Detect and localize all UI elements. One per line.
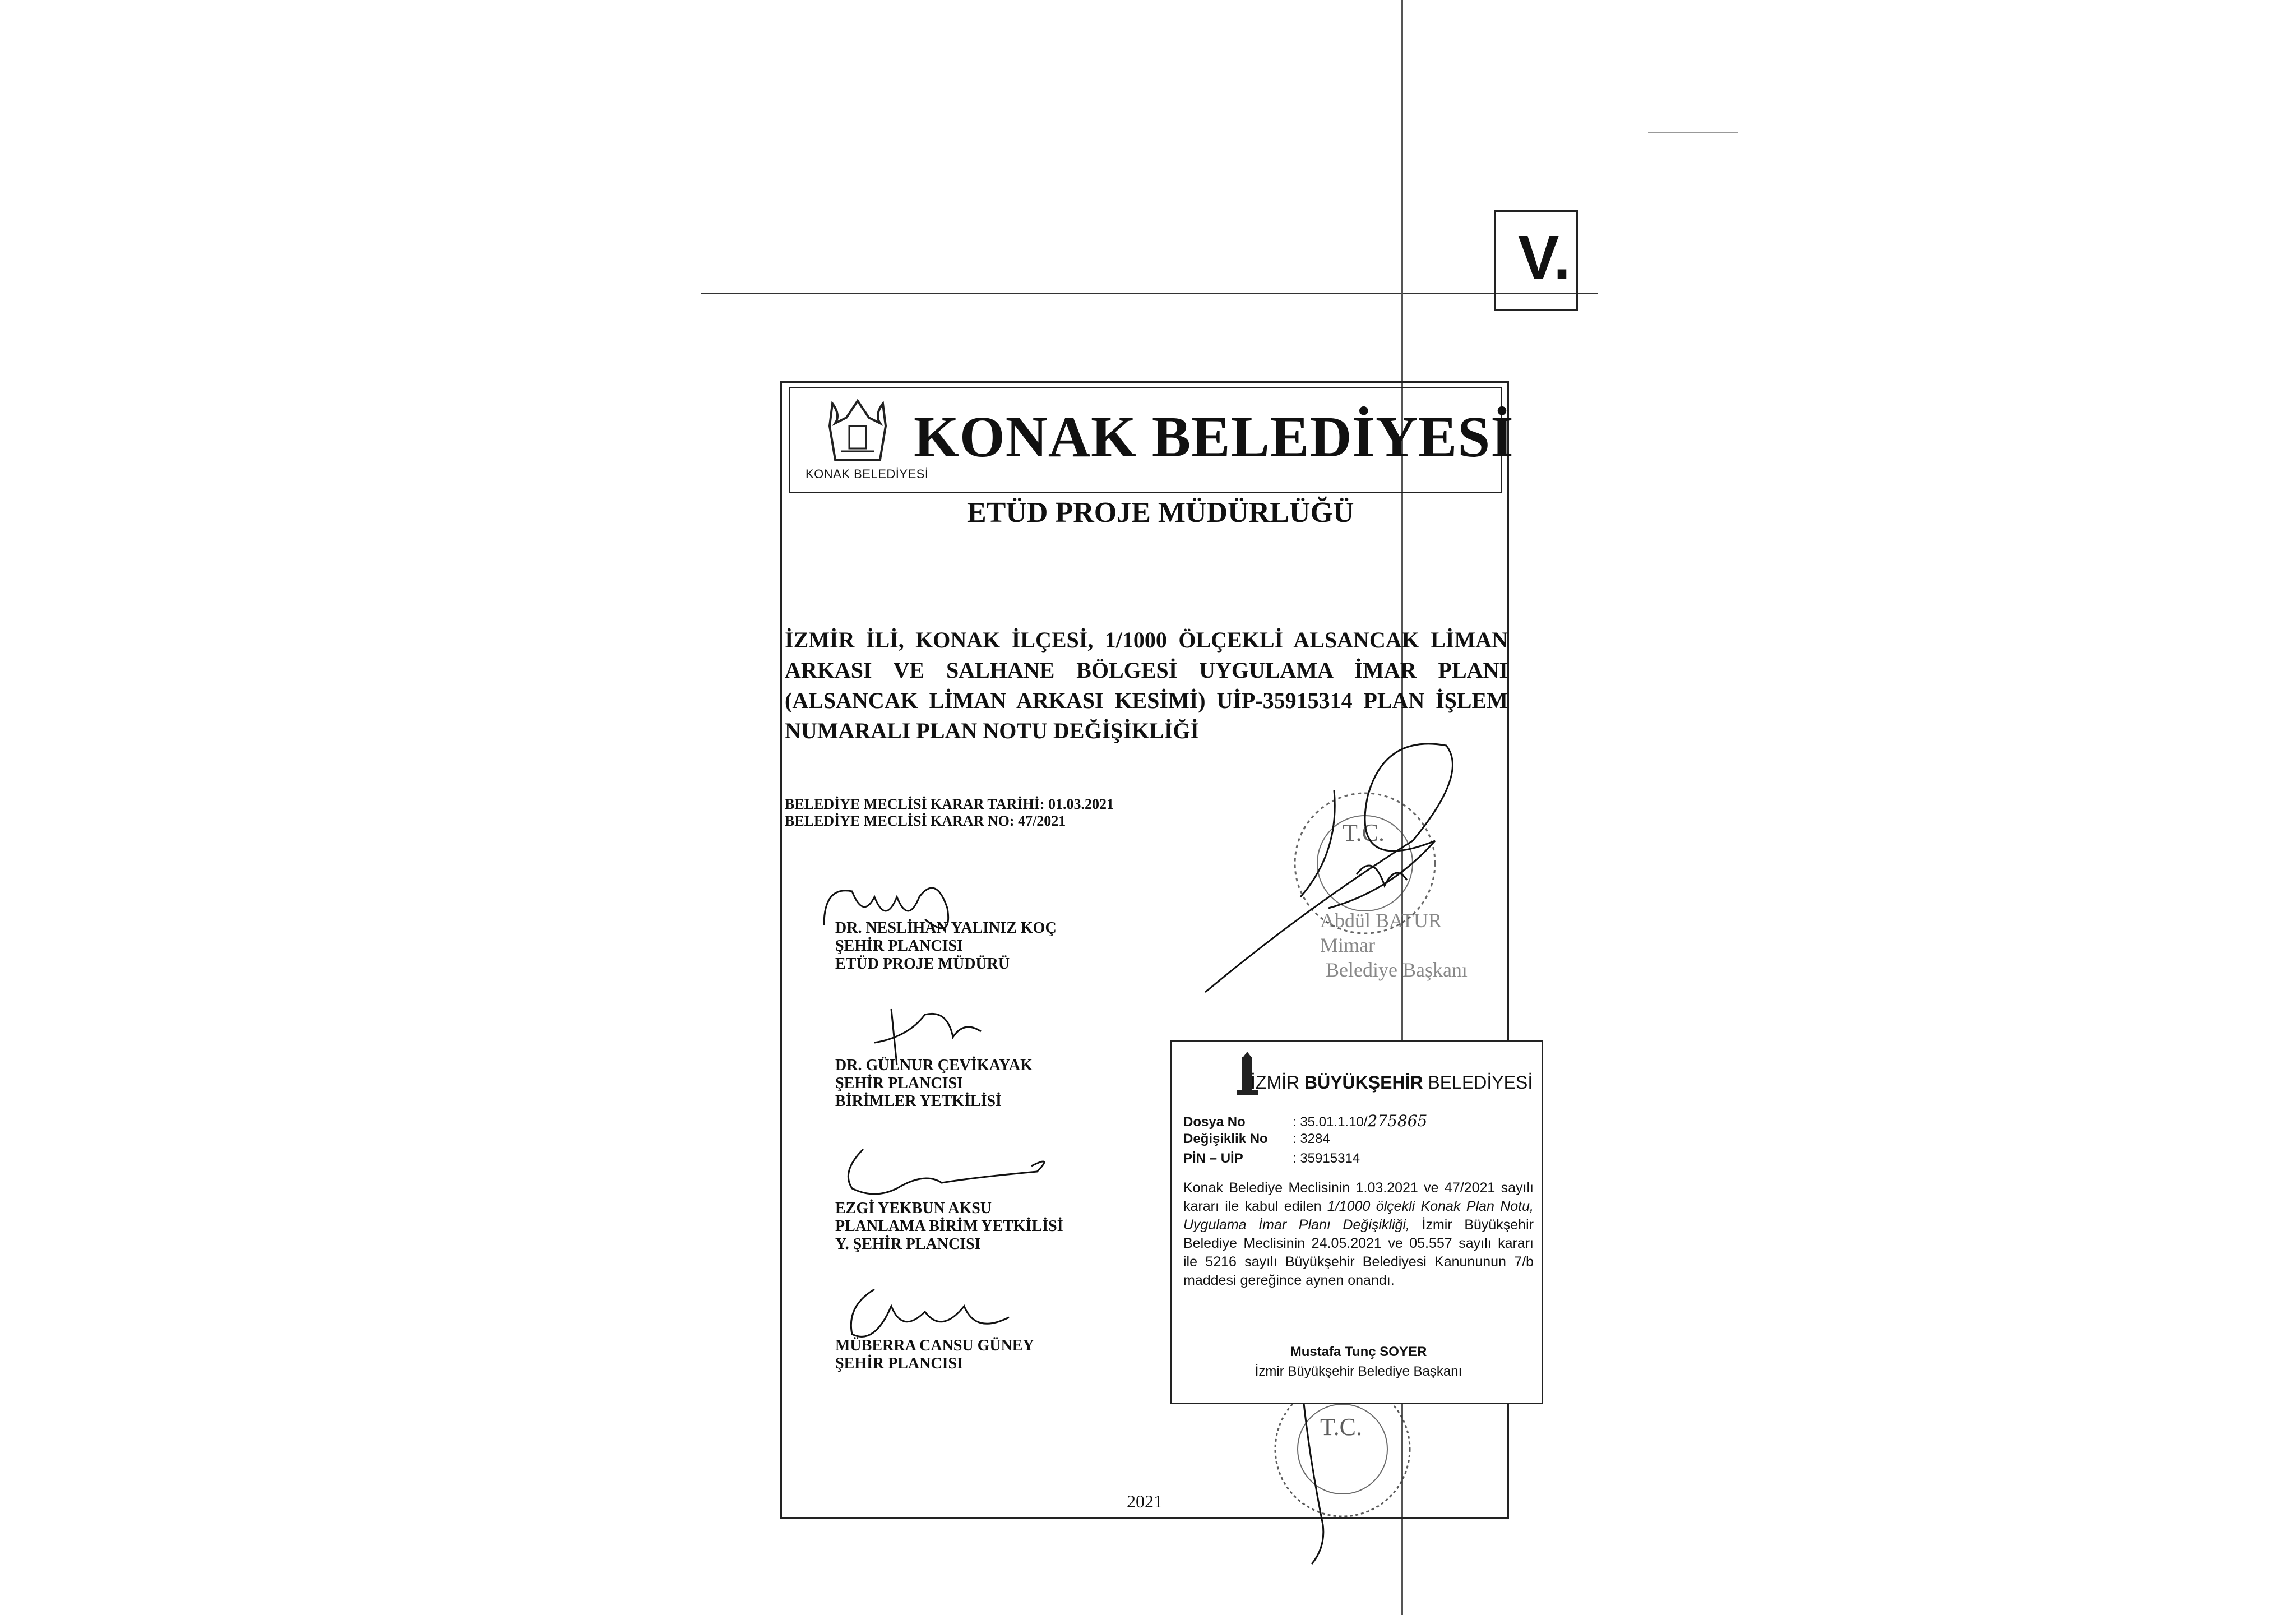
signatory-3	[835, 1200, 1063, 1253]
signatory-4	[835, 1337, 1034, 1373]
signatory-role: ŞEHİR PLANCISI	[835, 1075, 963, 1092]
mayor-title: Belediye Başkanı	[1326, 959, 1468, 981]
pin-row: PİN – UİP : 35915314	[1183, 1151, 1360, 1166]
signatory-name: EZGİ YEKBUN AKSU	[835, 1200, 992, 1217]
approval-text: Konak Belediye Meclisinin 1.03.2021 ve 47/2021 sayılı kararı ile kabul edilen 1/1000 ölçekli Konak Plan Notu, Uygulama İmar Planı Değişikliği, İzmir Büyükşehir Belediye Meclisinin 24.05.2021 ve 05.557 sayılı kararı ile 5216 sayılı Büyükşehir Belediyesi Kanununun 7/b maddesi gereğince aynen onandı.	[1183, 1180, 1534, 1288]
council-date: BELEDİYE MECLİSİ KARAR TARİHİ: 01.03.2021	[785, 796, 1114, 812]
corner-stamp-text: V.	[1518, 223, 1571, 292]
signatory-role: PLANLAMA BİRİM YETKİLİSİ	[835, 1218, 1063, 1235]
signatory-role: ETÜD PROJE MÜDÜRÜ	[835, 955, 1010, 973]
logo-caption: KONAK BELEDİYESİ	[806, 467, 929, 481]
mayor-profession: Mimar	[1320, 934, 1375, 956]
dosya-handwritten: 275865	[1367, 1112, 1428, 1130]
signatory-role: Y. ŞEHİR PLANCISI	[835, 1235, 981, 1253]
signatory-role: ŞEHİR PLANCISI	[835, 1355, 963, 1372]
dosya-row: Dosya No : 35.01.1.10/275865	[1183, 1112, 1428, 1130]
council-number: BELEDİYE MECLİSİ KARAR NO: 47/2021	[785, 813, 1066, 829]
footer-year: 2021	[1127, 1491, 1163, 1511]
department-title: ETÜD PROJE MÜDÜRLÜĞÜ	[967, 497, 1354, 529]
approver-title: İzmir Büyükşehir Belediye Başkanı	[1255, 1364, 1462, 1379]
page-title: KONAK BELEDİYESİ	[914, 405, 1514, 469]
signatory-2	[835, 1057, 1033, 1110]
corner-stamp	[1494, 210, 1578, 311]
signatory-role: ŞEHİR PLANCISI	[835, 937, 963, 955]
signatory-role: BİRİMLER YETKİLİSİ	[835, 1093, 1002, 1110]
scan-horizontal-line	[701, 293, 1598, 294]
mayor-name: Abdül BATUR	[1320, 909, 1442, 932]
mayor-block	[1320, 908, 1468, 982]
scan-mark-line	[1648, 132, 1738, 133]
degisiklik-row: Değişiklik No : 3284	[1183, 1131, 1330, 1146]
signatory-name: DR. GÜLNUR ÇEVİKAYAK	[835, 1057, 1033, 1074]
signatory-name: MÜBERRA CANSU GÜNEY	[835, 1337, 1034, 1354]
signatory-name: DR. NESLİHAN YALINIZ KOÇ	[835, 919, 1057, 937]
svg-text:T.C.: T.C.	[1343, 819, 1385, 846]
ibb-title: İZMİR BÜYÜKŞEHİR BELEDİYESİ	[1251, 1072, 1533, 1093]
plan-title: İZMİR İLİ, KONAK İLÇESİ, 1/1000 ÖLÇEKLİ ALSANCAK LİMAN ARKASI VE SALHANE BÖLGESİ UYGULAMA İMAR PLANI (ALSANCAK LİMAN ARKASI KESİMİ) UİP-35915314 PLAN İŞLEM NUMARALI PLAN NOTU DEĞİŞİKLİĞİ	[785, 627, 1508, 743]
svg-text:T.C.: T.C.	[1320, 1413, 1362, 1441]
approver-name: Mustafa Tunç SOYER	[1290, 1344, 1427, 1359]
signatory-1	[835, 919, 1057, 973]
konak-logo-icon	[802, 392, 914, 465]
approval-stamp	[1170, 1040, 1543, 1404]
